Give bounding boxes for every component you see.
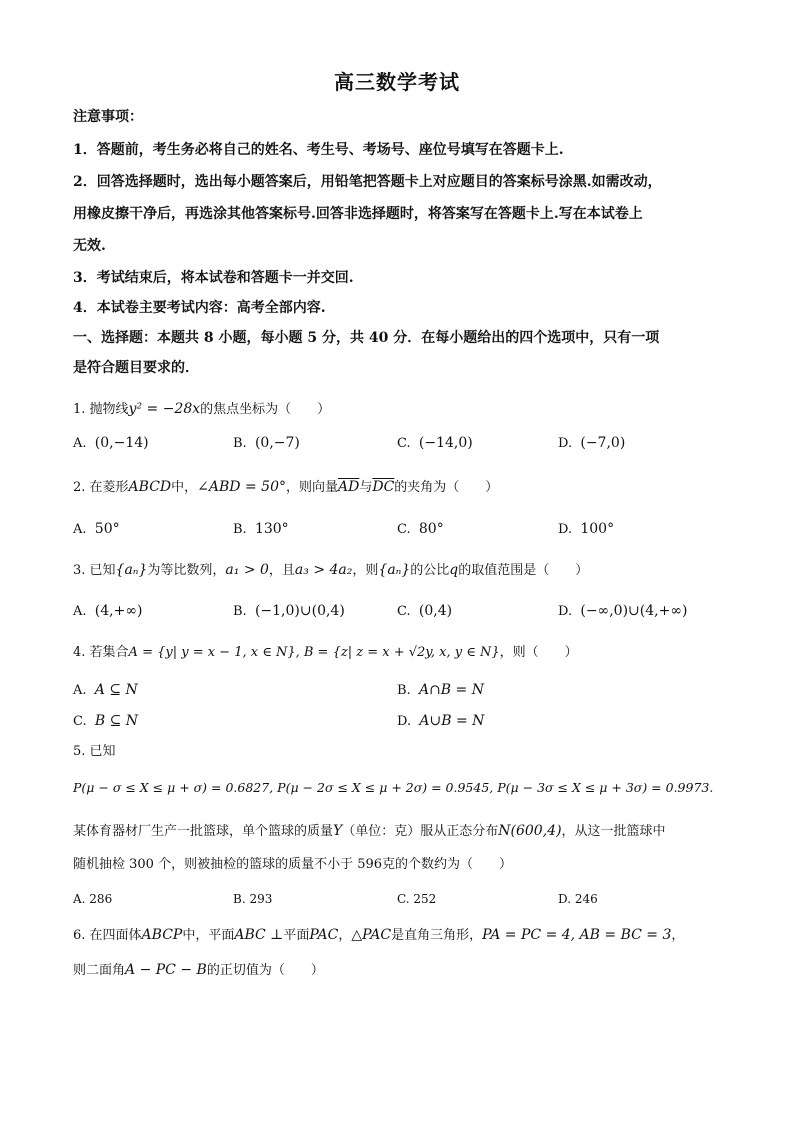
q3-option-a-label: A. [73,604,87,619]
q4-option-c [73,711,138,732]
q2-option-a-label: A. [73,522,87,537]
q5-option-d: D. 246 [558,892,598,906]
question-3-prefix: 3. 已知 [73,563,116,578]
q5-option-c: C. 252 [397,892,437,906]
page-title: 高三数学考试 [334,70,460,94]
q3-option-b-label: B. [233,604,247,619]
q1-option-b-value: (0,−7) [254,435,300,451]
question-6-prefix: 6. 在四面体 [73,928,142,943]
q1-option-a-value: (0,−14) [94,435,149,451]
question-3-m5: q [449,562,459,578]
question-3-m3: a₃ > 4a₂ [294,562,353,578]
q4-option-a [73,680,138,701]
q4-option-b [397,680,484,701]
question-2-mid3: 与 [359,480,373,495]
q3-option-c-value: (0,4) [418,603,453,619]
question-3-suffix: 的取值范围是（ ） [458,563,589,578]
q1-option-c-label: C. [397,436,411,451]
question-6-m3: PAC [309,927,339,943]
question-1 [73,399,721,420]
question-6-m4: △PAC [351,927,392,943]
q1-option-c [397,433,473,454]
question-2 [73,477,721,498]
q3-option-c-label: C. [397,604,411,619]
question-1-prefix: 1. 抛物线 [73,402,129,417]
q3-option-a [73,601,142,622]
q4-option-c-value: B ⊆ N [94,713,139,729]
question-6-m5: PA = PC = 4, AB = BC = 3 [482,927,672,943]
question-6-line-2a: 则二面角 [73,963,126,978]
question-5-text-1b: （单位：克）服从正态分布 [342,824,499,839]
question-2-m2: ∠ABD = 50° [197,479,286,495]
q4-option-d-label: D. [397,714,412,729]
q3-option-d-value: (−∞,0)∪(4,+∞) [580,603,688,619]
question-6-mid4: 是直角三角形， [391,928,483,943]
question-6-suffix: ， [671,928,685,943]
q2-option-b-label: B. [233,522,247,537]
question-2-mid2: ，则向量 [285,480,338,495]
q2-option-d-label: D. [558,522,573,537]
question-6-m2: ABC ⊥ [234,927,284,943]
q1-option-d [558,433,625,454]
q1-option-b-label: B. [233,436,247,451]
q2-option-b-value: 130° [254,521,289,537]
question-2-vector-dc: $\overline{DC}$ [372,479,395,495]
notice-item-2c: 无效. [73,238,106,254]
question-2-suffix: 的夹角为（ ） [394,480,499,495]
q4-option-a-label: A. [73,683,87,698]
question-6 [73,925,721,946]
q3-option-a-value: (4,+∞) [94,603,143,619]
question-6-m1: ABCP [141,927,183,943]
question-6-line-2m: A − PC − B [125,962,207,978]
notice-heading: 注意事项： [73,109,143,125]
q1-option-a [73,433,149,454]
question-4-suffix: ，则（ ） [499,645,578,660]
question-5-normal-dist: N(600,4) [498,823,562,839]
question-5-formula [73,778,721,799]
question-2-mid1: 中， [171,480,198,495]
q1-option-a-label: A. [73,436,87,451]
q2-option-c-value: 80° [418,521,444,537]
q2-option-d-value: 100° [580,521,615,537]
q2-option-d [558,519,614,540]
notice-item-4: 4．本试卷主要考试内容：高考全部内容. [73,300,326,316]
question-3-mid2: ，且 [268,563,295,578]
question-6-line-2b: 的正切值为（ ） [206,963,324,978]
question-5-text-1a: 某体育器材厂生产一批篮球，单个篮球的质量 [73,824,334,839]
q3-option-b-value: (−1,0)∪(0,4) [254,603,345,619]
q1-option-c-value: (−14,0) [418,435,473,451]
question-3-mid4: 的公比 [410,563,450,578]
notice-item-1: 1．答题前，考生务必将自己的姓名、考生号、考场号、座位号填写在答题卡上. [73,142,564,158]
question-5-var-y: Y [333,823,343,839]
question-3-mid3: ，则 [352,563,379,578]
notice-item-3: 3．考试结束后，将本试卷和答题卡一并交回. [73,270,354,286]
question-6-mid1: 中，平面 [182,928,235,943]
q3-option-d-label: D. [558,604,573,619]
q2-option-a-value: 50° [94,521,120,537]
question-3-m2: a₁ > 0 [225,562,269,578]
question-5-text-1c: ，从这一批篮球中 [561,824,666,839]
q4-option-d-value: A∪B = N [419,713,485,729]
q5-option-b: B. 293 [233,892,273,906]
question-2-prefix: 2. 在菱形 [73,480,129,495]
question-3-mid1: 为等比数列， [147,563,226,578]
notice-item-2b: 用橡皮擦干净后，再选涂其他答案标号.回答非选择题时，将答案写在答题卡上.写在本试卷上 [73,206,643,222]
question-6-mid3: ， [338,928,352,943]
question-3-m4: {aₙ} [378,562,411,578]
question-5-text-1 [73,821,721,842]
q4-option-b-value: A∩B = N [418,682,484,698]
question-1-math: y² = −28x [128,401,201,417]
q1-option-b [233,433,300,454]
q5-option-a: A. 286 [73,892,113,906]
question-4 [73,643,721,663]
q2-option-c [397,519,444,540]
question-4-sets: A = {y| y = x − 1, x ∈ N}, B = {z| z = x + √2y, x, y ∈ N} [128,645,500,660]
q3-option-c [397,601,452,622]
q3-option-d [558,601,687,622]
q4-option-a-value: A ⊆ N [94,682,138,698]
question-6-mid2: 平面 [283,928,310,943]
q4-option-b-label: B. [397,683,411,698]
q2-option-b [233,519,289,540]
q1-option-d-value: (−7,0) [580,435,626,451]
q4-option-d [397,711,484,732]
q2-option-c-label: C. [397,522,411,537]
question-5-probability-formula: P(μ − σ ≤ X ≤ μ + σ) = 0.6827, P(μ − 2σ ≤ X ≤ μ + 2σ) = 0.9545, P(μ − 3σ ≤ X ≤ μ + 3σ) = 0.9973. [73,780,714,795]
question-6-line-2 [73,960,721,981]
q3-option-b [233,601,345,622]
notice-item-2a: 2．回答选择题时，选出每小题答案后，用铅笔把答题卡上对应题目的答案标号涂黑.如需改动， [73,174,662,190]
q1-option-d-label: D. [558,436,573,451]
question-5-prefix: 5. 已知 [73,744,116,759]
question-3-m1: {aₙ} [115,562,148,578]
question-2-vector-ad: $\overline{AD}$ [338,479,360,495]
section-heading-line-2: 是符合题目要求的． [73,360,199,376]
q4-option-c-label: C. [73,714,87,729]
question-3 [73,560,721,581]
question-2-m1: ABCD [128,479,172,495]
question-5-text-2: 随机抽检 300 个，则被抽检的篮球的质量不小于 596克的个数约为（ ） [73,857,513,872]
question-4-prefix: 4. 若集合 [73,645,129,660]
section-heading-line-1: 一、选择题：本题共 8 小题，每小题 5 分，共 40 分．在每小题给出的四个选项中，只有一项 [73,330,660,346]
question-1-suffix: 的焦点坐标为（ ） [200,402,331,417]
q2-option-a [73,519,120,540]
